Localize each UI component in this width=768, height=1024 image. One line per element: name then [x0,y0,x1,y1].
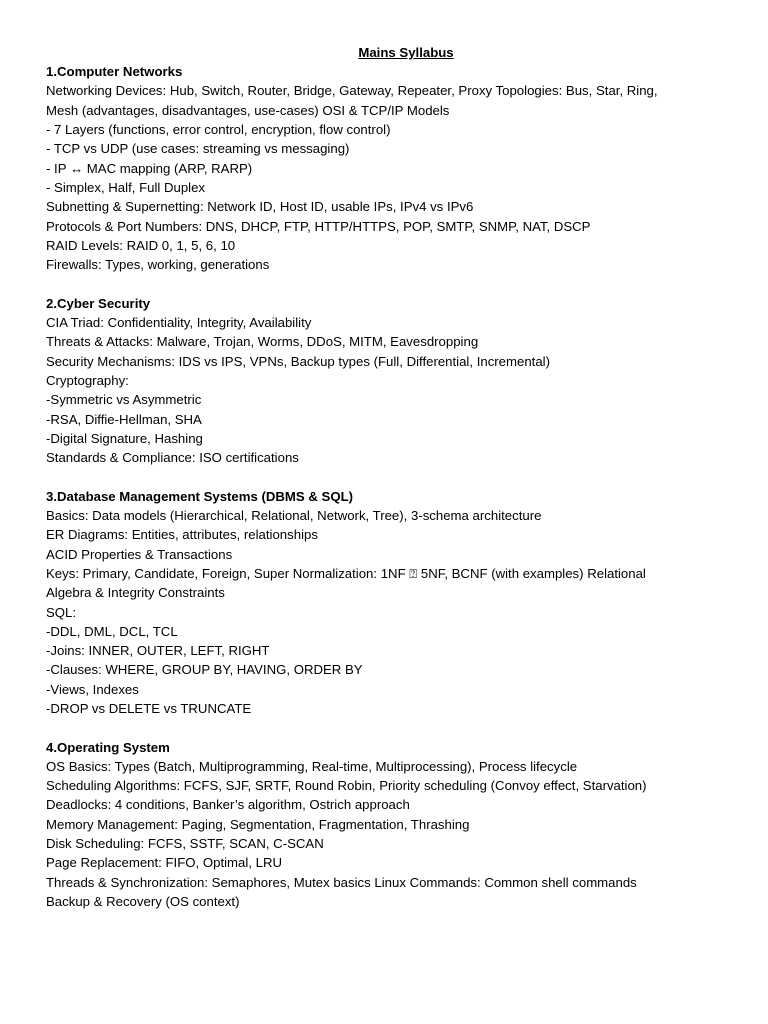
syllabus-line: -DROP vs DELETE vs TRUNCATE [46,700,252,716]
syllabus-line: Disk Scheduling: FCFS, SSTF, SCAN, C-SCAN [46,836,324,852]
syllabus-line: Mesh (advantages, disadvantages, use-cases) OSI & TCP/IP Models [46,102,450,118]
section-heading: 4.Operating System [46,739,170,755]
syllabus-line: Keys: Primary, Candidate, Foreign, Super Normalization: 1NF ⍰ 5NF, BCNF (with examples) Relational [46,565,646,581]
syllabus-line: Protocols & Port Numbers: DNS, DHCP, FTP, HTTP/HTTPS, POP, SMTP, SNMP, NAT, DSCP [46,218,591,234]
section-dbms-sql [46,487,736,719]
syllabus-line: - IP ↔ MAC mapping (ARP, RARP) [46,160,253,176]
document-page [46,43,736,931]
syllabus-line: Scheduling Algorithms: FCFS, SJF, SRTF, Round Robin, Priority scheduling (Convoy effect, Starvation) [46,778,647,794]
syllabus-line: SQL: [46,604,77,620]
section-operating-system [46,738,736,912]
section-cyber-security [46,294,736,468]
syllabus-line: Basics: Data models (Hierarchical, Relational, Network, Tree), 3-schema architecture [46,508,542,524]
syllabus-line: -Views, Indexes [46,681,139,697]
syllabus-line: -RSA, Diffie-Hellman, SHA [46,411,202,427]
syllabus-line: - TCP vs UDP (use cases: streaming vs messaging) [46,141,350,157]
section-computer-networks [46,62,736,274]
syllabus-line: - 7 Layers (functions, error control, encryption, flow control) [46,122,391,138]
syllabus-line: Subnetting & Supernetting: Network ID, Host ID, usable IPs, IPv4 vs IPv6 [46,199,474,215]
section-heading: 1.Computer Networks [46,64,183,80]
syllabus-line: -DDL, DML, DCL, TCL [46,623,178,639]
syllabus-line: -Digital Signature, Hashing [46,430,203,446]
syllabus-line: CIA Triad: Confidentiality, Integrity, Availability [46,315,312,331]
syllabus-line: ACID Properties & Transactions [46,546,233,562]
section-heading: 3.Database Management Systems (DBMS & SQL) [46,488,354,504]
syllabus-line: Threats & Attacks: Malware, Trojan, Worms, DDoS, MITM, Eavesdropping [46,334,479,350]
syllabus-line: OS Basics: Types (Batch, Multiprogramming, Real-time, Multiprocessing), Process lifecycle [46,758,578,774]
syllabus-line: Memory Management: Paging, Segmentation, Fragmentation, Thrashing [46,816,470,832]
syllabus-line: Standards & Compliance: ISO certifications [46,450,299,466]
syllabus-line: ER Diagrams: Entities, attributes, relationships [46,527,318,543]
syllabus-line: -Symmetric vs Asymmetric [46,392,202,408]
syllabus-line: Deadlocks: 4 conditions, Banker’s algorithm, Ostrich approach [46,797,410,813]
syllabus-line: Backup & Recovery (OS context) [46,893,240,909]
syllabus-line: Firewalls: Types, working, generations [46,257,270,273]
syllabus-line: RAID Levels: RAID 0, 1, 5, 6, 10 [46,237,236,253]
syllabus-line: Security Mechanisms: IDS vs IPS, VPNs, Backup types (Full, Differential, Incremental) [46,353,550,369]
syllabus-line: -Joins: INNER, OUTER, LEFT, RIGHT [46,643,270,659]
syllabus-line: - Simplex, Half, Full Duplex [46,179,206,195]
section-heading: 2.Cyber Security [46,295,151,311]
syllabus-line: Algebra & Integrity Constraints [46,585,225,601]
document-title: Mains Syllabus [358,45,454,60]
syllabus-line: Page Replacement: FIFO, Optimal, LRU [46,855,282,871]
syllabus-line: Threads & Synchronization: Semaphores, Mutex basics Linux Commands: Common shell commands [46,874,637,890]
syllabus-line: -Clauses: WHERE, GROUP BY, HAVING, ORDER BY [46,662,363,678]
syllabus-line: Networking Devices: Hub, Switch, Router, Bridge, Gateway, Repeater, Proxy Topologies: Bus, Star, Ring, [46,83,658,99]
syllabus-line: Cryptography: [46,372,129,388]
